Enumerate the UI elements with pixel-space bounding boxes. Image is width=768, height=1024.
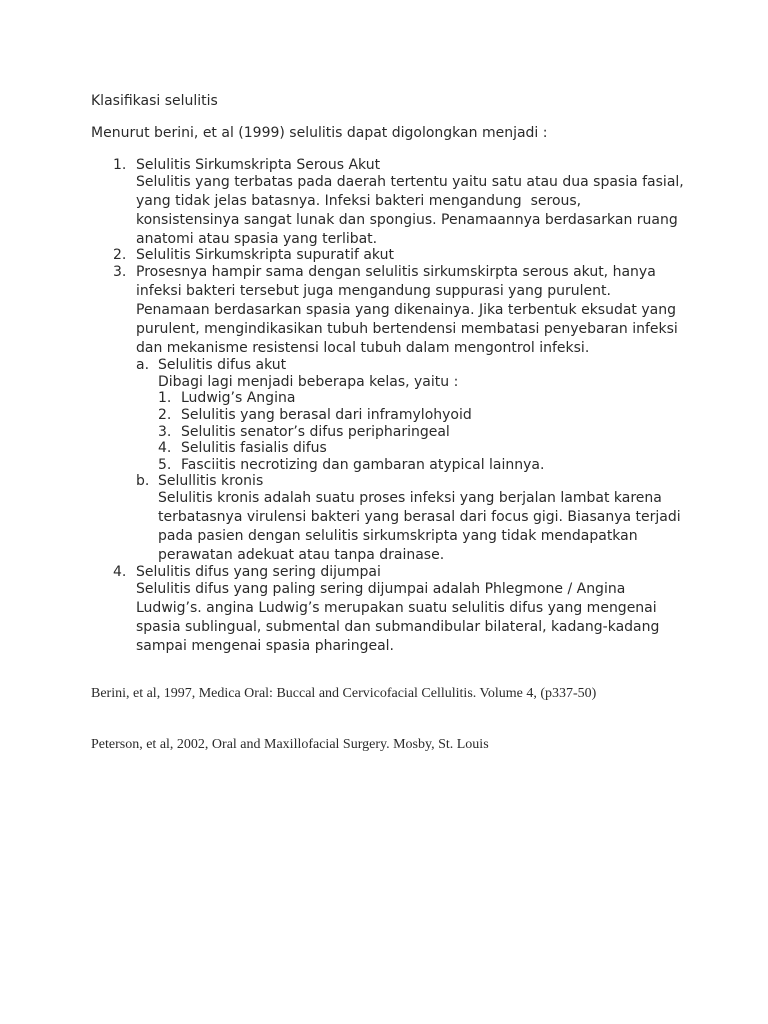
class-item: Selulitis fasialis difus — [181, 440, 327, 456]
sub-b-line: perawatan adekuat atau tanpa drainase. — [158, 547, 445, 563]
item4-line: Ludwig’s. angina Ludwig’s merupakan suatu selulitis difus yang mengenai — [136, 600, 657, 616]
class-number: 4. — [158, 440, 172, 456]
class-item: Ludwig’s Angina — [181, 390, 296, 406]
list-number-1: 1. — [113, 157, 127, 173]
item4-line: spasia sublingual, submental dan submandibular bilateral, kadang-kadang — [136, 619, 660, 635]
item3-line: infeksi bakteri tersebut juga mengandung suppurasi yang purulent. — [136, 283, 611, 299]
item1-line: Selulitis yang terbatas pada daerah tertentu yaitu satu atau dua spasia fasial, — [136, 174, 684, 190]
item3-line: Prosesnya hampir sama dengan selulitis sirkumskirpta serous akut, hanya — [136, 264, 656, 280]
class-number: 3. — [158, 424, 172, 440]
list-number-4: 4. — [113, 564, 127, 580]
document-heading: Klasifikasi selulitis — [91, 93, 218, 109]
item4-line: sampai mengenai spasia pharingeal. — [136, 638, 394, 654]
item2-title: Selulitis Sirkumskripta supuratif akut — [136, 247, 394, 263]
sub-a-title: Selulitis difus akut — [158, 357, 287, 373]
list-number-3: 3. — [113, 264, 127, 280]
item4-line: Selulitis difus yang paling sering dijumpai adalah Phlegmone / Angina — [136, 581, 626, 597]
item1-title: Selulitis Sirkumskripta Serous Akut — [136, 157, 381, 173]
item1-line: yang tidak jelas batasnya. Infeksi bakteri mengandung serous, — [136, 193, 582, 209]
item3-line: Penamaan berdasarkan spasia yang dikenainya. Jika terbentuk eksudat yang — [136, 302, 676, 318]
sub-a-intro: Dibagi lagi menjadi beberapa kelas, yaitu : — [158, 374, 459, 390]
item4-title: Selulitis difus yang sering dijumpai — [136, 564, 381, 580]
item1-line: konsistensinya sangat lunak dan spongius. Penamaannya berdasarkan ruang — [136, 212, 678, 228]
reference-entry: Peterson, et al, 2002, Oral and Maxillofacial Surgery. Mosby, St. Louis — [91, 737, 489, 752]
sublist-marker-a: a. — [136, 357, 150, 373]
sublist-marker-b: b. — [136, 473, 150, 489]
reference-entry: Berini, et al, 1997, Medica Oral: Buccal and Cervicofacial Cellulitis. Volume 4, (p337-50) — [91, 686, 597, 701]
intro-paragraph: Menurut berini, et al (1999) selulitis dapat digolongkan menjadi : — [91, 125, 548, 141]
class-item: Selulitis yang berasal dari inframylohyoid — [181, 407, 472, 423]
class-item: Selulitis senator’s difus peripharingeal — [181, 424, 450, 440]
class-item: Fasciitis necrotizing dan gambaran atypical lainnya. — [181, 457, 545, 473]
item3-line: dan mekanisme resistensi local tubuh dalam mengontrol infeksi. — [136, 340, 590, 356]
sub-b-line: Selulitis kronis adalah suatu proses infeksi yang berjalan lambat karena — [158, 490, 662, 506]
sub-b-line: terbatasnya virulensi bakteri yang berasal dari focus gigi. Biasanya terjadi — [158, 509, 681, 525]
list-number-2: 2. — [113, 247, 127, 263]
sub-b-title: Selullitis kronis — [158, 473, 264, 489]
class-number: 2. — [158, 407, 172, 423]
class-number: 5. — [158, 457, 172, 473]
item1-line: anatomi atau spasia yang terlibat. — [136, 231, 378, 247]
sub-b-line: pada pasien dengan selulitis sirkumskripta yang tidak mendapatkan — [158, 528, 638, 544]
item3-line: purulent, mengindikasikan tubuh bertendensi membatasi penyebaran infeksi — [136, 321, 678, 337]
class-number: 1. — [158, 390, 172, 406]
